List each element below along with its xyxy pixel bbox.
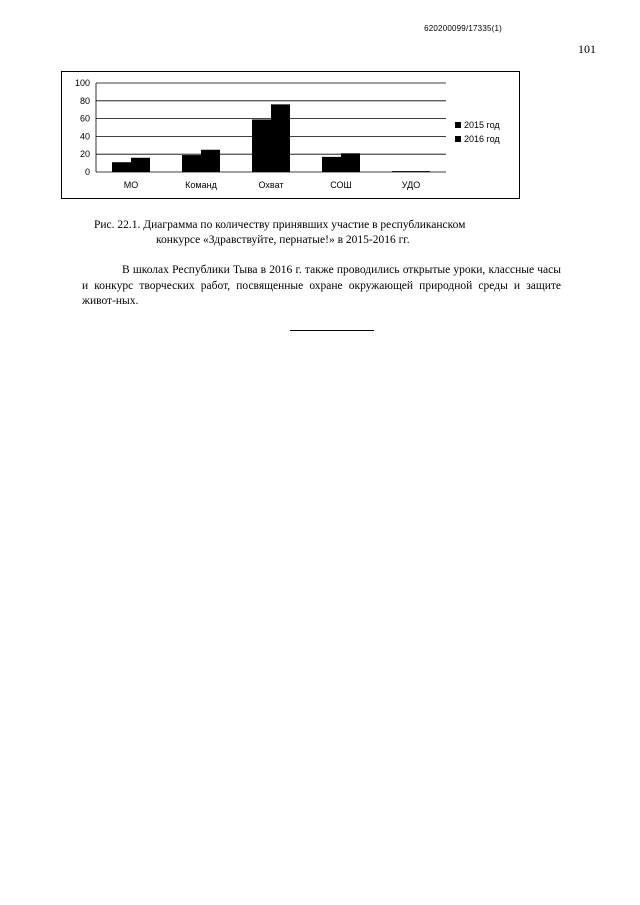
y-tick-label: 40 <box>79 131 90 142</box>
y-tick-label: 100 <box>74 78 90 88</box>
legend-swatch <box>455 136 461 142</box>
bar-2 <box>131 158 150 172</box>
x-tick-label: МО <box>123 180 139 190</box>
document-id: 620200099/17335(1) <box>424 24 502 33</box>
x-tick-label: УДО <box>401 180 421 190</box>
y-tick-label: 20 <box>79 149 90 160</box>
y-tick-label: 0 <box>84 167 90 177</box>
body-paragraph: В школах Республики Тыва в 2016 г. также проводились открытые уроки, классные часы и конкурс творческих работ, посвященные охране окружающей природной среды и защите живот-ных. <box>82 264 561 307</box>
bar-1 <box>182 155 201 172</box>
x-tick-label: СОШ <box>330 180 352 190</box>
caption-line-2: конкурсе «Здравствуйте, пернатые!» в 2015-2016 гг. <box>156 234 410 246</box>
bar-2 <box>201 150 220 172</box>
bar-2 <box>341 153 360 172</box>
page-number: 101 <box>578 42 596 56</box>
y-tick-label: 60 <box>79 113 90 124</box>
caption-line-1: Рис. 22.1. Диаграмма по количеству принявших участие в республиканском <box>94 219 466 231</box>
bar-2 <box>411 171 430 172</box>
bar-2 <box>271 104 290 172</box>
bar-1 <box>322 157 341 172</box>
chart-frame <box>61 71 520 199</box>
x-tick-label: Команд <box>185 180 217 190</box>
legend-swatch <box>455 122 461 128</box>
legend-label: 2015 год <box>464 120 500 130</box>
figure-caption <box>94 218 544 248</box>
bar-1 <box>252 119 271 172</box>
bar-1 <box>112 162 131 172</box>
separator-line <box>290 330 374 331</box>
legend-label: 2016 год <box>464 134 500 144</box>
x-tick-label: Охват <box>258 180 284 190</box>
y-tick-label: 80 <box>79 95 90 106</box>
bar-1 <box>392 171 411 172</box>
bar-chart <box>62 72 521 200</box>
